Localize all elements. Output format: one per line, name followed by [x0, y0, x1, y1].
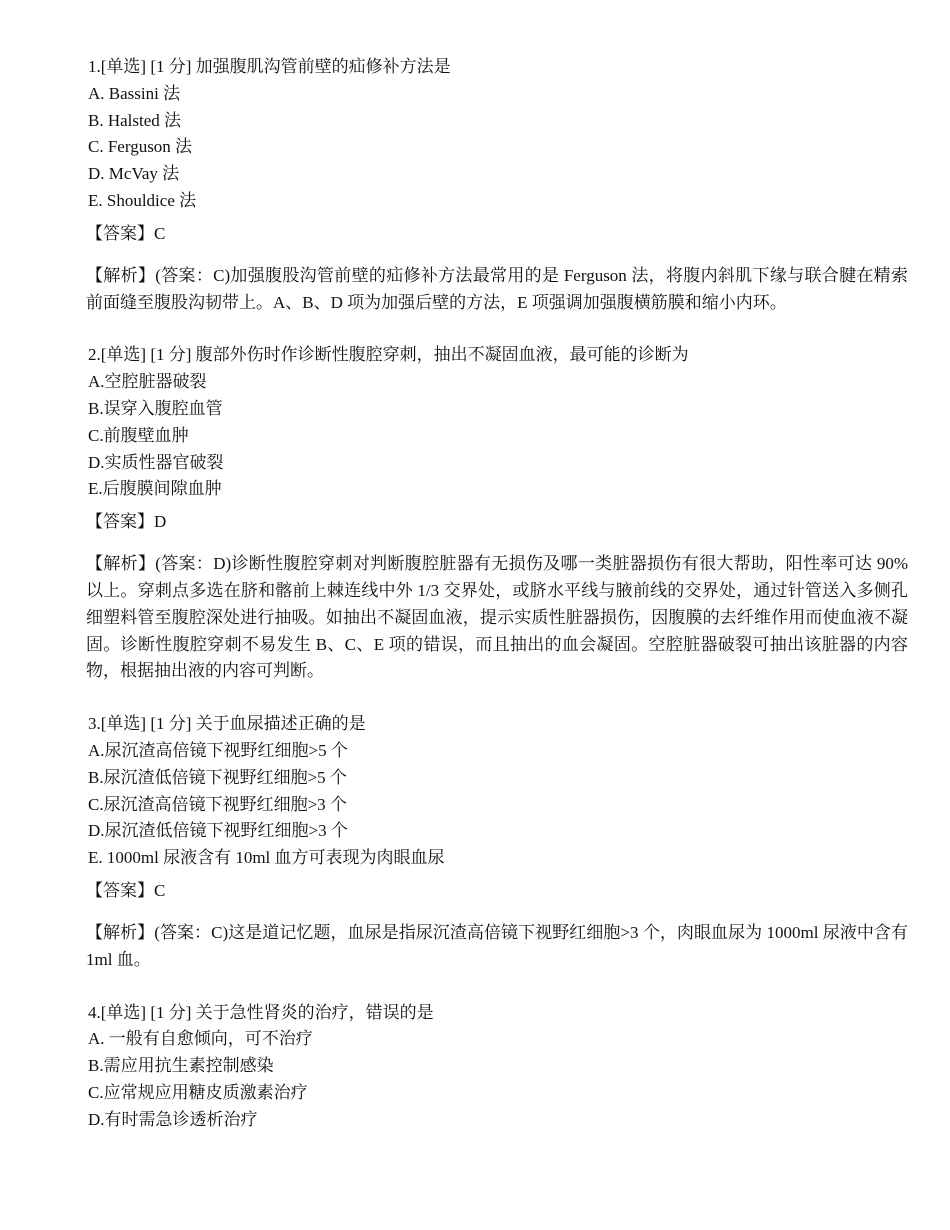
option-d: D.尿沉渣低倍镜下视野红细胞>3 个 — [88, 821, 348, 841]
question-stem: 1.[单选] [1 分] 加强腹肌沟管前壁的疝修补方法是 — [88, 57, 451, 76]
option-a: A.空腔脏器破裂 — [88, 372, 207, 392]
analysis-text: 【解析】(答案：C)这是道记忆题，血尿是指尿沉渣高倍镜下视野红细胞>3 个，肉眼血尿为 1000ml 尿液中含有 1ml 血。 — [86, 922, 908, 969]
option-b: B.尿沉渣低倍镜下视野红细胞>5 个 — [88, 767, 347, 787]
option-a: A. Bassini 法 — [88, 83, 181, 103]
question-1 — [88, 54, 908, 316]
analysis-text: 【解析】(答案：D)诊断性腹腔穿刺对判断腹腔脏器有无损伤及哪一类脏器损伤有很大帮助，阳性率可达 90%以上。穿刺点多选在脐和髂前上棘连线中外 1/3 交界处，或脐水平线与腋前线的交界处，通过针管送入多侧孔细塑料管至腹腔深处进行抽吸。如抽出不凝固血液，提示实质性脏器损伤，因腹膜的去纤维作用而使血液不凝固。诊断性腹腔穿刺不易发生 B、C、E 项的错误，而且抽出的血会凝固。空腔脏器破裂可抽出该脏器的内容物，根据抽出液的内容可判断。 — [86, 554, 908, 681]
option-e: E.后腹膜间隙血肿 — [88, 479, 222, 499]
question-stem: 3.[单选] [1 分] 关于血尿描述正确的是 — [88, 714, 366, 734]
question-3 — [88, 711, 908, 973]
question-4 — [88, 1000, 908, 1134]
answer-text: 【答案】D — [86, 512, 167, 532]
option-e: E. 1000ml 尿液含有 10ml 血方可表现为肉眼血尿 — [88, 848, 445, 868]
option-c: C.尿沉渣高倍镜下视野红细胞>3 个 — [88, 794, 347, 814]
option-b: B. Halsted 法 — [88, 110, 182, 130]
analysis-text: 【解析】(答案：C)加强腹股沟管前壁的疝修补方法最常用的是 Ferguson 法，将腹内斜肌下缘与联合腱在精索前面缝至腹股沟韧带上。A、B、D 项为加强后壁的方法，E 项强调加强腹横筋膜和缩小内环。 — [86, 265, 908, 312]
answer-text: 【答案】C — [86, 880, 166, 900]
option-b: B.误穿入腹腔血管 — [88, 398, 223, 418]
option-c: C.前腹壁血肿 — [88, 425, 189, 445]
answer-text: 【答案】C — [86, 223, 166, 243]
option-d: D. McVay 法 — [88, 164, 180, 184]
option-e: E. Shouldice 法 — [88, 190, 197, 210]
option-b: B.需应用抗生素控制感染 — [88, 1056, 274, 1076]
option-d: D.实质性器官破裂 — [88, 452, 224, 472]
question-stem: 2.[单选] [1 分] 腹部外伤时作诊断性腹腔穿刺，抽出不凝固血液，最可能的诊断为 — [88, 345, 689, 365]
option-d: D.有时需急诊透析治疗 — [88, 1109, 258, 1129]
question-2 — [88, 342, 908, 685]
question-stem: 4.[单选] [1 分] 关于急性肾炎的治疗，错误的是 — [88, 1002, 434, 1022]
document-page — [88, 54, 908, 1160]
option-c: C. Ferguson 法 — [88, 137, 193, 157]
option-c: C.应常规应用糖皮质激素治疗 — [88, 1082, 308, 1102]
option-a: A.尿沉渣高倍镜下视野红细胞>5 个 — [88, 740, 348, 760]
option-a: A. 一般有自愈倾向，可不治疗 — [88, 1029, 313, 1049]
